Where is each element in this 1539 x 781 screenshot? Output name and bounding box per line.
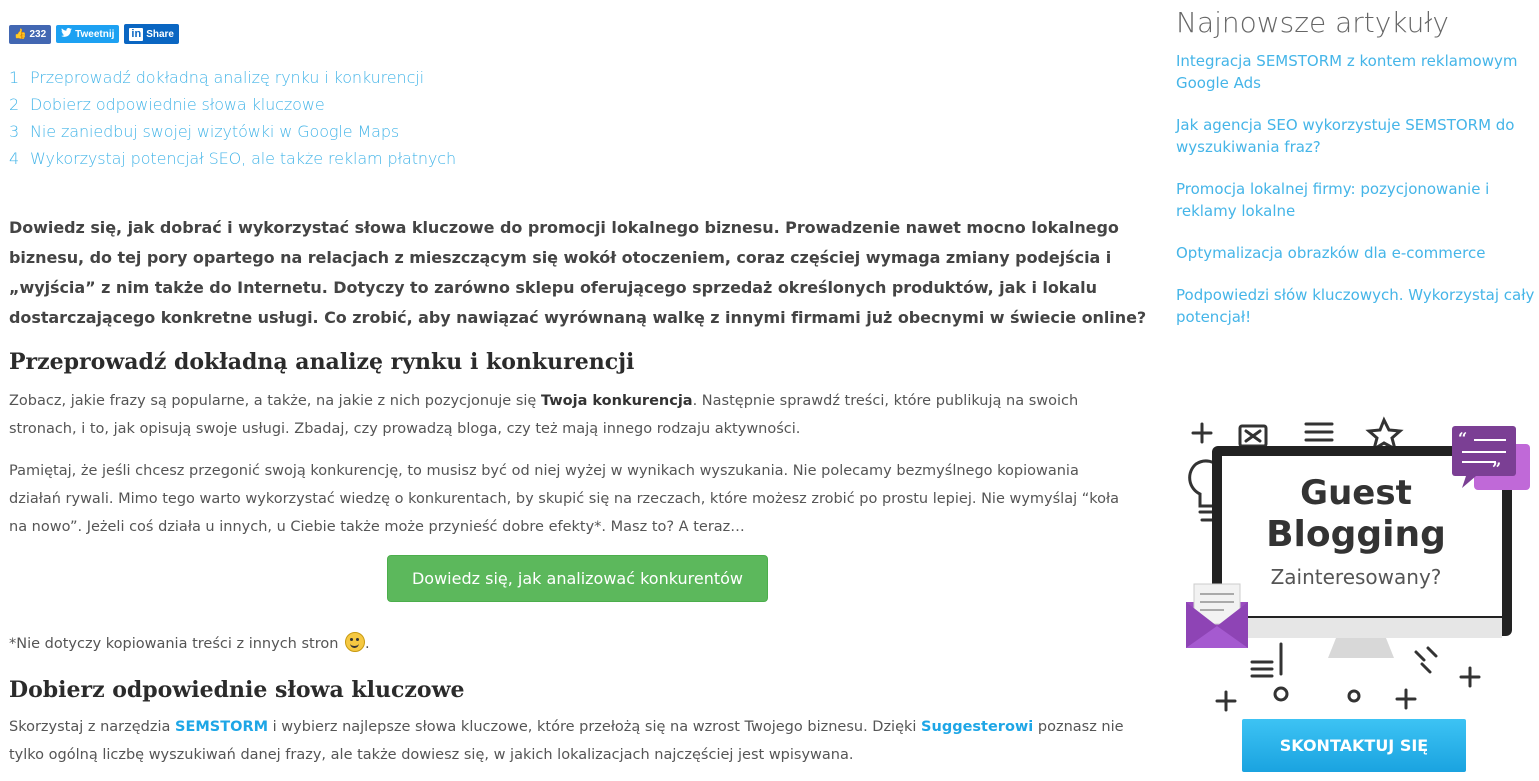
toc-number: 1 [9,68,20,87]
linkedin-share-label: Share [146,28,174,40]
suggester-link[interactable]: Suggesterowi [921,719,1034,735]
monitor-bezel [1216,618,1502,638]
toc-item[interactable] [9,64,456,91]
banner-line3: Zainteresowany? [1270,565,1442,589]
article-link[interactable]: Optymalizacja obrazków dla e-commerce [1176,244,1486,262]
facebook-like-button[interactable] [9,25,51,44]
banner-line1: Guest [1300,473,1412,513]
footnote-text: *Nie dotyczy kopiowania treści z innych stron [9,636,339,652]
toc-link[interactable]: Przeprowadź dokładną analizę rynku i konkurencji [30,68,424,87]
section-heading-keywords: Dobierz odpowiednie słowa kluczowe [9,677,465,703]
svg-text:”: ” [1492,459,1502,478]
text: Zobacz, jakie frazy są popularne, a także, na jakie z nich pozycjonuje się [9,393,541,409]
article-link[interactable]: Integracja SEMSTORM z kontem reklamowym Google Ads [1176,52,1518,92]
toc-item[interactable] [9,91,456,118]
sidebar-title: Najnowsze artykuły [1176,6,1449,39]
star-icon [1369,420,1400,449]
menu-icon [1306,424,1332,440]
tweet-button[interactable] [56,25,119,43]
analyze-competitors-button[interactable]: Dowiedz się, jak analizować konkurentów [387,555,768,602]
toc-number: 4 [9,149,20,168]
toc-link[interactable]: Nie zaniedbuj swojej wizytówki w Google Maps [30,122,400,141]
like-count: 232 [29,28,47,40]
plus-icon [1217,692,1235,710]
article-link[interactable]: Podpowiedzi słów kluczowych. Wykorzystaj cały potencjał! [1176,286,1535,326]
twitter-bird-icon [61,28,72,40]
smiley-icon [345,632,365,652]
section-heading-competition: Przeprowadź dokładną analizę rynku i konkurencji [9,349,635,375]
text: poznasz nie tylko ogólną liczbę wyszukiwań danej frazy, ale także dowiesz się, w jakich lokalizacjach najczęściej jest wpisywana. [9,719,1124,763]
toc-number: 3 [9,122,20,141]
lead-paragraph: Dowiedz się, jak dobrać i wykorzystać słowa kluczowe do promocji lokalnego biznesu. Prowadzenie nawet mocno lokalnego biznesu, do tej pory opartego na relacjach z mieszczącym się wokół otoczeniem, coraz częściej wymaga zmiany podejścia i „wyjścia” z nim także do Internetu. Dotyczy to zarówno sklepu oferującego sprzedaż określonych produktów, jak i lokalu dostarczającego konkretne usługi. Co zrobić, aby nawiązać wyrównaną walkę z innymi firmami już obecnymi w świecie online? [9,218,1147,327]
linkedin-share-button[interactable] [124,24,179,44]
footnote: *Nie dotyczy kopiowania treści z innych stron . [9,630,1124,658]
toc-link[interactable]: Wykorzystaj potencjał SEO, ale także reklam płatnych [30,149,457,168]
recent-articles-list [1176,50,1536,348]
semstorm-link[interactable]: SEMSTORM [175,719,269,735]
plus-icon [1397,690,1415,708]
table-of-contents [9,64,456,172]
competition-paragraph-2: Pamiętaj, że jeśli chcesz przegonić swoją konkurencję, to musisz być od niej wyżej w wynikach wyszukania. Nie polecamy bezmyślnego kopiowania działań rywali. Mimo tego warto wykorzystać wiedzę o konkurentach, by skupić się na rzeczach, które możesz zrobić po prostu lepiej. Nie wymyślaj “koła na nowo”. Jeżeli coś działa u innych, u Ciebie także może przynieść dobre efekty*. Masz to? A teraz… [9,463,1120,535]
text: i wybierz najlepsze słowa kluczowe, które przełożą się na wzrost Twojego biznesu. Dzięki [268,719,922,735]
monitor-stand [1328,638,1394,658]
text: . Następnie sprawdź treści, które publikują na swoich stronach, i to, jak opisują swoje usługi. Zbadaj, czy prowadzą bloga, czy też mają innego rodzaju aktywności. [9,393,1079,437]
svg-text:“: “ [1458,429,1468,448]
toc-link[interactable]: Dobierz odpowiednie słowa kluczowe [30,95,325,114]
toc-item[interactable] [9,145,456,172]
keywords-paragraph [9,713,1124,769]
guest-blogging-banner[interactable] [1176,412,1536,712]
thumbs-up-icon: 👍 [14,28,27,40]
linkedin-icon: in [131,27,142,40]
banner-line2: Blogging [1266,514,1446,555]
text: Skorzystaj z narzędzia [9,719,175,735]
plus-icon [1461,668,1479,686]
plus-icon [1193,424,1211,442]
share-bar [9,24,179,44]
tweet-label: Tweetnij [75,28,115,40]
contact-button[interactable]: SKONTAKTUJ SIĘ [1242,719,1466,772]
bold-text: Twoja konkurencja [540,393,693,409]
envelope-icon [1186,584,1248,648]
toc-item[interactable] [9,118,456,145]
toc-number: 2 [9,95,20,114]
article-link[interactable]: Jak agencja SEO wykorzystuje SEMSTORM do wyszukiwania fraz? [1176,116,1515,156]
article-link[interactable]: Promocja lokalnej firmy: pozycjonowanie i reklamy lokalne [1176,180,1490,220]
competition-paragraph-1 [9,387,1124,443]
